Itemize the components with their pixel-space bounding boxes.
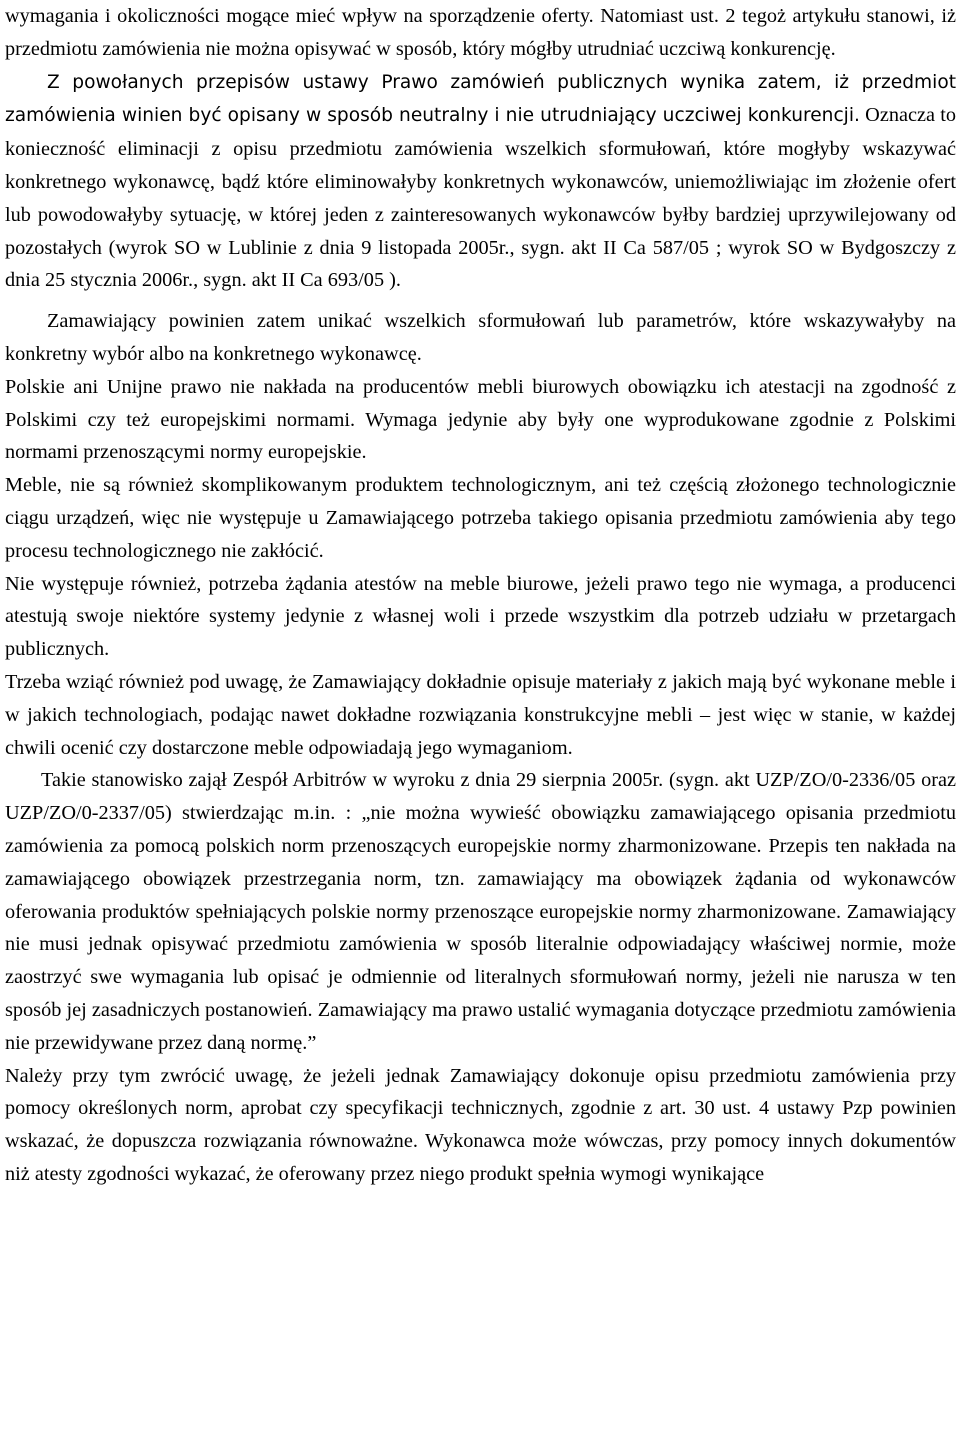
paragraph-certificates-not-required: Nie występuje również, potrzeba żądania atestów na meble biurowe, jeżeli prawo tego nie wymaga, a producenci atestują swoje niektóre systemy jedynie z własnej woli i przede wszystkim dla potrzeb udziału w przetargach publicznych. (5, 572, 956, 661)
paragraph-law-certification: Polskie ani Unijne prawo nie nakłada na producentów mebli biurowych obowiązku ich atestacji na zgodność z Polskimi czy też europejskimi normami. Wymaga jedynie aby były one wyprodukowane zgodnie z Polskimi normami przenoszącymi normy europejskie. (5, 375, 956, 464)
paragraph-neutral-description-body: Oznacza to konieczność eliminacji z opisu przedmiotu zamówienia wszelkich sformułowań, które mogłyby wskazywać konkretnego wykonawcę, bądź które eliminowałyby konkretnych wykonawców, uniemożliwiając im złożenie ofert lub powodowałyby sytuację, w której jeden z zainteresowanych wykonawców byłby bardziej uprzywilejowany od pozostałych (wyrok SO w Lublinie z dnia 9 listopada 2005r., sygn. akt II Ca 587/05 ; wyrok SO w Bydgoszczy z dnia 25 stycznia 2006r., sygn. akt II Ca 693/05 ). (5, 104, 956, 292)
paragraph-equivalent-solutions: Należy przy tym zwrócić uwagę, że jeżeli jednak Zamawiający dokonuje opisu przedmiotu zamówienia przy pomocy określonych norm, aprobat czy specyfikacji technicznych, zgodnie z art. 30 ust. 4 ustawy Pzp powinien wskazać, że dopuszcza rozwiązania równoważne. Wykonawca może wówczas, przy pomocy innych dokumentów niż atesty zgodności wykazać, że oferowany przez niego produkt spełnia wymogi wynikające (5, 1064, 956, 1185)
paragraph-furniture-technology: Meble, nie są również skomplikowanym produktem technologicznym, ani też częścią złożonego technologicznie ciągu urządzeń, więc nie występuje u Zamawiającego potrzeba takiego opisania przedmiotu zamówienia aby tego procesu technologicznego nie zakłócić. (5, 474, 956, 562)
paragraph-arbitrators-ruling: Takie stanowisko zajął Zespół Arbitrów w wyroku z dnia 29 sierpnia 2005r. (sygn. akt UZP/ZO/0-2336/05 oraz UZP/ZO/0-2337/05) stwierdzając m.in. : „nie można wywieść obowiązku zamawiającego opisania przedmiotu zamówienia za pomocą polskich norm przenoszących europejskie normy zharmonizowane. Przepis ten nakłada na zamawiającego obowiązek przestrzegania norm, tzn. zamawiający ma obowiązek żądania od wykonawców oferowania produktów spełniających polskie normy przenoszące europejskie normy zharmonizowane. Zamawiający nie musi jednak opisywać przedmiotu zamówienia w sposób literalnie odpowiadający właściwej normie, może zaostrzyć swe wymagania lub opisać je odmiennie od literalnych sformułowań normy, jeżeli nie narusza w ten sposób jej zasadniczych postanowień. Zamawiający ma prawo ustalić wymagania dotyczące przedmiotu zamówienia nie przewidywane przez daną normę.” (5, 769, 956, 1054)
paragraph-neutral-description-lead: Z powołanych przepisów ustawy Prawo zamówień publicznych wynika zatem, iż przedmiot zamówienia winien być opisany w sposób neutralny i nie utrudniający uczciwej konkurencji. (5, 71, 956, 127)
paragraph-materials-description: Trzeba wziąć również pod uwagę, że Zamawiający dokładnie opisuje materiały z jakich mają być wykonane meble i w jakich technologiach, podając nawet dokładne rozwiązania konstrukcyjne mebli – jest więc w stanie, w każdej chwili ocenić czy dostarczone meble odpowiadają jego wymaganiom. (5, 670, 956, 759)
paragraph-neutral-description (5, 66, 956, 298)
paragraph-avoid-formulations: Zamawiający powinien zatem unikać wszelkich sformułowań lub parametrów, które wskazywałyby na konkretny wybór albo na konkretnego wykonawcę. (5, 310, 956, 365)
paragraph-intro-continuation: wymagania i okoliczności mogące mieć wpływ na sporządzenie oferty. Natomiast ust. 2 tegoż artykułu stanowi, iż przedmiotu zamówienia nie można opisywać w sposób, który mógłby utrudniać uczciwą konkurencję. (5, 5, 956, 60)
